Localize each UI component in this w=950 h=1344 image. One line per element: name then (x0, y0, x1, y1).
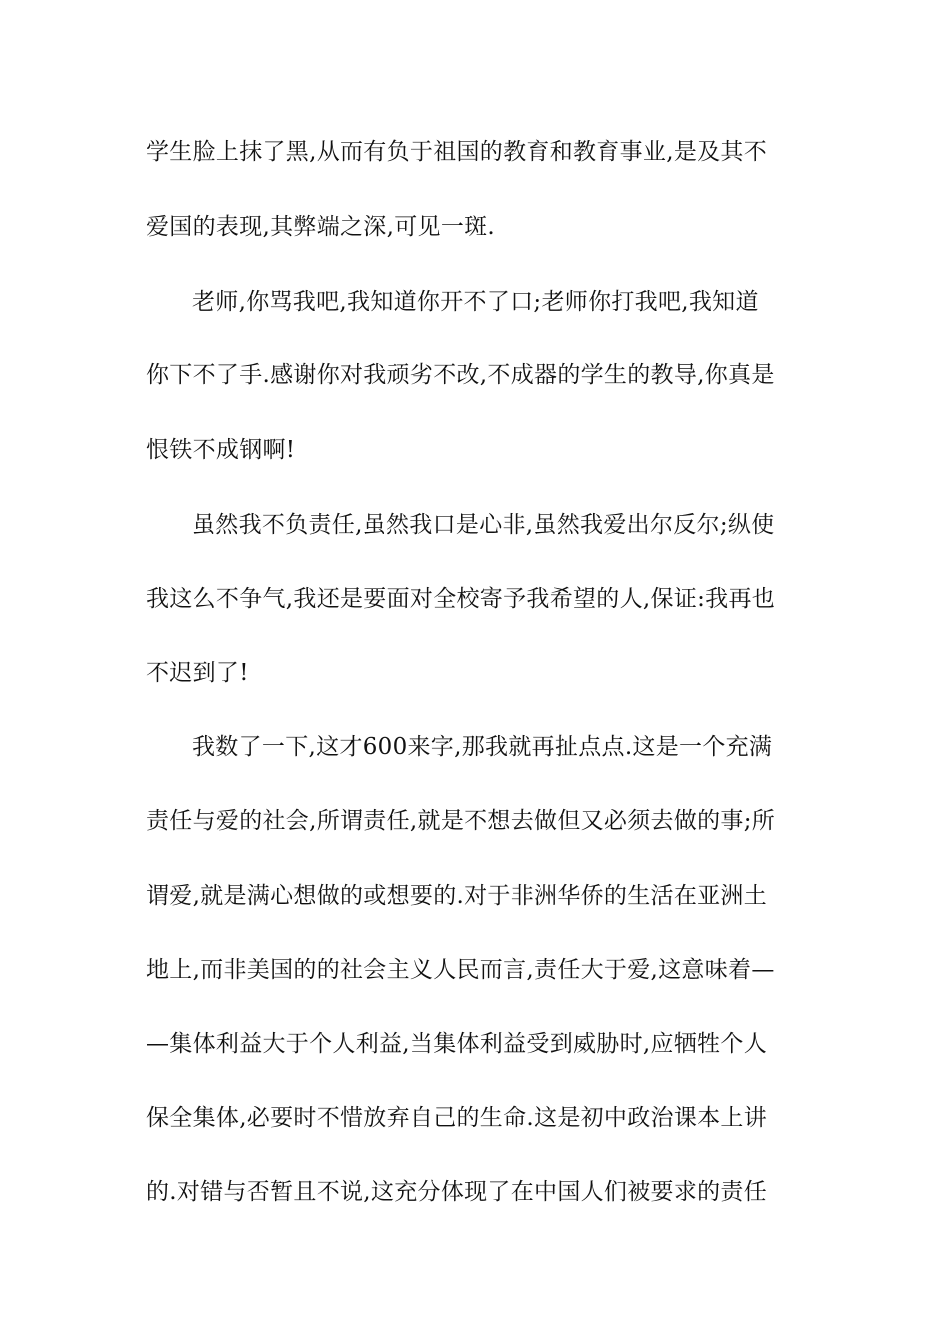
text-line: 的.对错与否暂且不说,这充分体现了在中国人们被要求的责任 (146, 1179, 768, 1205)
text-line: 学生脸上抹了黑,从而有负于祖国的教育和教育事业,是及其不 (146, 139, 768, 165)
text-line: —集体利益大于个人利益,当集体利益受到威胁时,应牺牲个人 (146, 1031, 768, 1057)
text-line: 我这么不争气,我还是要面对全校寄予我希望的人,保证:我再也 (146, 586, 776, 612)
text-line: 谓爱,就是满心想做的或想要的.对于非洲华侨的生活在亚洲土 (146, 883, 768, 909)
text-line: 你下不了手.感谢你对我顽劣不改,不成器的学生的教导,你真是 (146, 362, 775, 388)
text-line: 恨铁不成钢啊! (146, 437, 296, 463)
text-line: 保全集体,必要时不惜放弃自己的生命.这是初中政治课本上讲 (146, 1105, 768, 1131)
text-line: 责任与爱的社会,所谓责任,就是不想去做但又必须去做的事;所 (146, 808, 776, 834)
paragraph-first-line: 我数了一下,这才600来字,那我就再扯点点.这是一个充满 (192, 734, 773, 760)
text-line: 地上,而非美国的的社会主义人民而言,责任大于爱,这意味着— (146, 957, 775, 983)
paragraph-first-line: 老师,你骂我吧,我知道你开不了口;老师你打我吧,我知道 (192, 289, 759, 315)
paragraph-first-line: 虽然我不负责任,虽然我口是心非,虽然我爱出尔反尔;纵使 (192, 512, 775, 538)
text-line: 不迟到了! (146, 660, 249, 686)
text-line: 爱国的表现,其弊端之深,可见一斑. (146, 214, 496, 240)
